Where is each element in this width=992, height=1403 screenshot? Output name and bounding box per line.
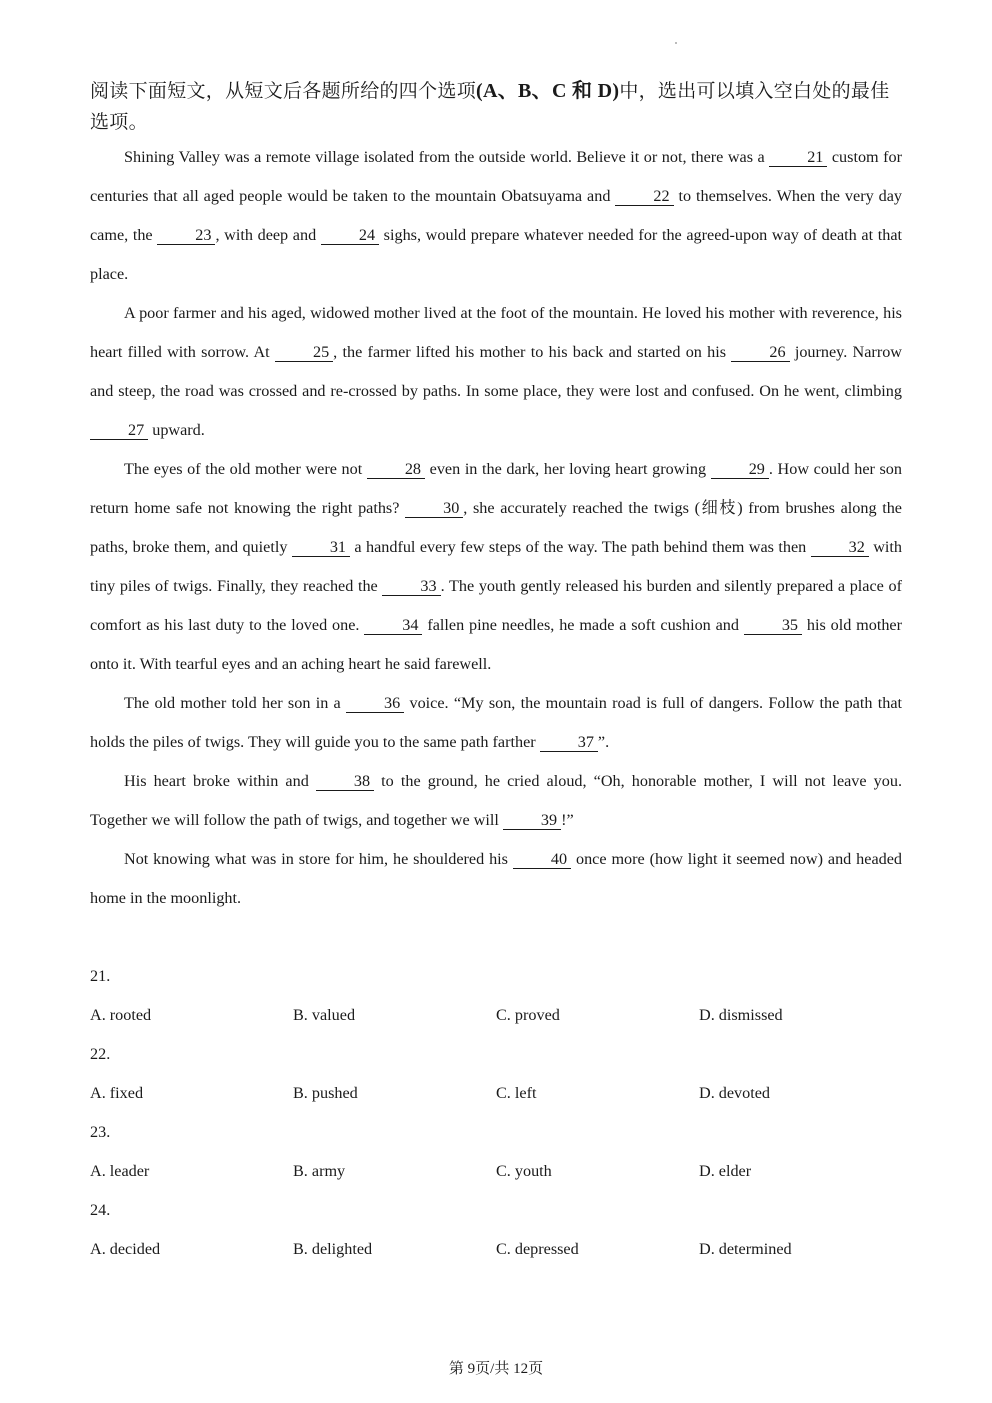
text: journey. Narrow and steep, the road was crossed and re-crossed by paths. In some place, they were lost and confused. On he went, climbing [90,343,902,400]
instruction-prefix: 阅读下面短文，从短文后各题所给的四个选项 [90,80,477,102]
blank-40: 40 [513,851,571,869]
text: upward. [148,421,205,439]
paragraph-6 [90,840,902,918]
blank-26: 26 [731,344,789,362]
question-number: 23. [90,1123,111,1141]
text: Not knowing what was in store for him, he shouldered his [124,850,513,868]
paragraph-2 [90,294,902,450]
blank-21: 21 [769,149,827,167]
text: his old mother onto it. With tearful eyes and an aching heart he said farewell. [90,616,902,673]
blank-24: 24 [321,227,379,245]
text: , the farmer lifted his mother to his back and started on his [333,343,732,361]
question-21 [90,957,902,1035]
option-row [90,1230,902,1269]
blank-36: 36 [346,695,404,713]
text: , she accurately reached the twigs (细枝) from brushes along the paths, broke them, and quietly [90,499,902,556]
text: . How could her son return home safe not knowing the right paths? [90,460,902,517]
option-d: D. dismissed [699,1006,783,1024]
blank-28: 28 [367,461,425,479]
blank-37: 37 [540,734,598,752]
text: A poor farmer and his aged, widowed mother lived at the foot of the mountain. He loved his mother with reverence, his heart filled with sorrow. At [90,304,902,361]
question-23 [90,1113,902,1191]
text: sighs, would prepare whatever needed for the agreed-upon way of death at that place. [90,226,902,283]
option-row [90,996,902,1035]
paragraph-1 [90,138,902,294]
text: to themselves. When the very day came, the [90,187,902,244]
option-d: D. devoted [699,1084,771,1102]
instruction-options: (A、B、C 和 D) [476,80,620,102]
blank-39: 39 [503,812,561,830]
text: fallen pine needles, he made a soft cushion and [422,616,744,634]
text: , with deep and [215,226,321,244]
option-b: B. delighted [293,1240,373,1258]
option-b: B. pushed [293,1084,358,1102]
paragraph-4 [90,684,902,762]
option-d: D. determined [699,1240,792,1258]
question-24 [90,1191,902,1269]
blank-38: 38 [316,773,374,791]
text: once more (how light it seemed now) and headed home in the moonlight. [90,850,902,907]
option-row [90,1152,902,1191]
text: The old mother told her son in a [124,694,347,712]
paragraph-5 [90,762,902,840]
paragraph-3 [90,450,902,684]
option-a: A. decided [90,1240,161,1258]
blank-27: 27 [90,422,148,440]
question-22 [90,1035,902,1113]
option-a: A. fixed [90,1084,144,1102]
blank-29: 29 [711,461,769,479]
option-row [90,1074,902,1113]
blank-31: 31 [292,539,350,557]
text: custom for centuries that all aged people would be taken to the mountain Obatsuyama and [90,148,902,205]
option-a: A. leader [90,1162,150,1180]
instruction-suffix: 中，选出可以填入空白处的最佳选项。 [90,80,890,133]
scan-mark [675,42,677,44]
option-c: C. proved [496,1006,560,1024]
text: a handful every few steps of the way. The path behind them was then [350,538,811,556]
text: to the ground, he cried aloud, “Oh, honorable mother, I will not leave you. Together we will follow the path of twigs, and together we will [90,772,903,829]
text: voice. “My son, the mountain road is full of dangers. Follow the path that holds the piles of twigs. They will guide you to the same path farther [90,694,903,751]
blank-25: 25 [275,344,333,362]
blank-22: 22 [615,188,673,206]
question-list [90,957,902,1269]
option-c: C. left [496,1084,537,1102]
page-footer: 第 9页/共 12页 [448,1361,544,1377]
option-a: A. rooted [90,1006,152,1024]
cloze-passage [90,138,902,918]
option-c: C. youth [496,1162,552,1180]
text: . The youth gently released his burden and silently prepared a place of comfort as his last duty to the loved one. [90,577,902,634]
blank-30: 30 [405,500,463,518]
instruction-text [90,76,902,138]
text: !” [561,811,574,829]
blank-32: 32 [811,539,869,557]
text: with tiny piles of twigs. Finally, they reached the [90,538,903,595]
blank-33: 33 [382,578,440,596]
option-b: B. valued [293,1006,356,1024]
blank-34: 34 [364,617,422,635]
option-c: C. depressed [496,1240,579,1258]
question-number: 21. [90,967,111,985]
blank-35: 35 [744,617,802,635]
text: The eyes of the old mother were not [124,460,367,478]
question-number: 22. [90,1045,111,1063]
question-number: 24. [90,1201,111,1219]
text: ”. [597,733,610,751]
text: Shining Valley was a remote village isolated from the outside world. Believe it or not, there was a [124,148,770,166]
option-b: B. army [293,1162,346,1180]
blank-23: 23 [157,227,215,245]
text: His heart broke within and [124,772,316,790]
text: even in the dark, her loving heart growing [425,460,711,478]
option-d: D. elder [699,1162,752,1180]
